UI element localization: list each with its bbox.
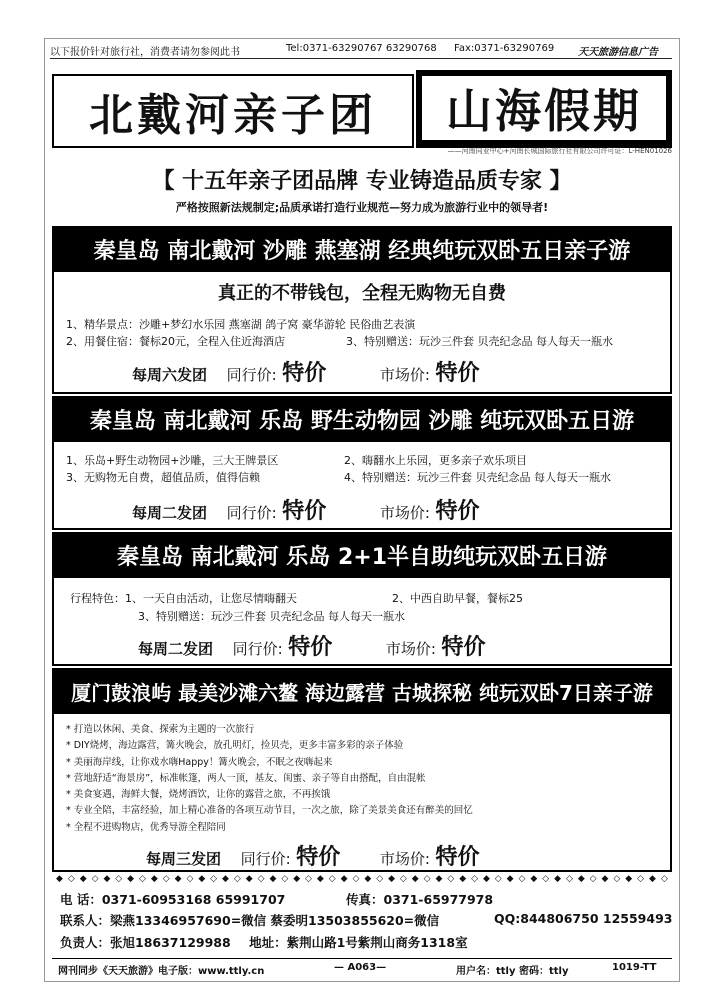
diamond-icon: ◇ <box>257 874 265 884</box>
diamond-separator <box>56 874 668 884</box>
diamond-icon: ◇ <box>589 874 597 884</box>
diamond-icon: ◇ <box>471 874 478 884</box>
tour-1-title: 秦皇岛 南北戴河 沙雕 燕塞湖 经典纯玩双卧五日亲子游 <box>52 226 672 272</box>
diamond-icon: ◆ <box>127 874 135 884</box>
tour-4-bullet: * 美食宴遇，海鲜大餐，烧烤酒饮，让你的露营之旅，不再挨饿 <box>66 789 331 801</box>
diamond-icon: ◆ <box>554 874 562 884</box>
tour-4-bullet: * 打造以休闲、美食、探索为主题的一次旅行 <box>66 724 255 735</box>
footer-website: 网刊同步《天天旅游》电子版：www.ttly.cn <box>58 966 265 977</box>
tour-4-price-row <box>146 840 479 871</box>
tour-3-title: 秦皇岛 南北戴河 乐岛 2+1半自助纯玩双卧五日游 <box>52 532 672 578</box>
tour-3-market-label: 市场价: <box>385 640 436 658</box>
tour-2-line-3: 3、无购物无自费，超值品质，值得信赖 <box>66 471 260 484</box>
diamond-icon: ◆ <box>245 874 253 884</box>
contact-value: 梁燕13346957690=微信 蔡委明13503855620=微信 <box>110 913 440 928</box>
license-text: ——河南同业中心+河南长城国际旅行社有限公司许可证：L-HEN01026 <box>447 147 672 155</box>
tour-3-depart: 每周二发团 <box>138 640 214 658</box>
tour-3-price-row <box>138 630 485 661</box>
contact-person-row <box>60 911 439 929</box>
tour-4-bullet: * 美丽海岸线，让你戏水嗨Happy！篝火晚会，不眠之夜嗨起来 <box>66 756 333 768</box>
address-value: 紫荆山路1号紫荆山商务1318室 <box>286 935 468 950</box>
diamond-icon: ◇ <box>613 874 621 884</box>
diamond-icon: ◆ <box>506 874 514 884</box>
diamond-icon: ◆ <box>316 874 324 884</box>
contact-label: 联系人： <box>60 913 111 928</box>
tour-1-price-row <box>132 356 479 387</box>
footer <box>52 958 672 977</box>
tour-3-peer-label: 同行价: <box>232 640 283 658</box>
diamond-icon: ◇ <box>305 874 312 884</box>
diamond-icon: ◆ <box>388 874 395 884</box>
contact-fax-row <box>346 890 493 908</box>
diamond-icon: ◇ <box>281 874 289 884</box>
diamond-icon: ◇ <box>399 874 407 884</box>
diamond-icon: ◇ <box>494 874 502 884</box>
diamond-icon: ◆ <box>577 874 585 884</box>
contact-qq: QQ:844806750 12559493 <box>494 911 673 926</box>
diamond-icon: ◇ <box>328 874 336 884</box>
tour-2-line-2: 2、嗨翻水上乐园，更多亲子欢乐项目 <box>344 454 527 467</box>
tour-2-depart: 每周二发团 <box>132 504 208 522</box>
tour-1-line-2: 2、用餐住宿：餐标20元，全程入住近海酒店 <box>66 335 285 348</box>
footer-code: 1019-TT <box>612 962 657 973</box>
tour-1-market-value: 特价 <box>435 361 480 386</box>
tour-1-highlight: 真正的不带钱包，全程无购物无自费 <box>218 283 506 304</box>
manager-value: 张旭18637129988 <box>110 935 231 950</box>
fax-value: 0371-65977978 <box>383 892 494 907</box>
diamond-icon: ◆ <box>269 874 277 884</box>
diamond-icon: ◇ <box>423 874 431 884</box>
phone-label: 电 话： <box>60 892 102 907</box>
brand-text: 天天旅游信息广告 <box>578 47 658 58</box>
tour-2-price-row <box>132 494 479 525</box>
diamond-icon: ◆ <box>459 874 467 884</box>
diamond-icon: ◆ <box>56 874 63 884</box>
tour-2-line-4: 4、特别赠送：玩沙三件套 贝壳纪念品 每人每天一瓶水 <box>344 471 611 484</box>
diamond-icon: ◇ <box>352 874 360 884</box>
tour-1-depart: 每周六发团 <box>132 366 208 384</box>
diamond-icon: ◆ <box>103 874 111 884</box>
tour-4-market-label: 市场价: <box>379 850 430 868</box>
diamond-icon: ◇ <box>637 874 645 884</box>
diamond-icon: ◇ <box>115 874 123 884</box>
footer-page: — A063— <box>334 962 387 973</box>
contact-manager-row <box>60 933 468 951</box>
tour-4-bullets <box>66 722 473 836</box>
tour-1-peer-value: 特价 <box>282 361 327 386</box>
title-right: 山海假期 <box>422 76 666 140</box>
diamond-icon: ◇ <box>542 874 550 884</box>
diamond-icon: ◇ <box>67 874 75 884</box>
tour-3-line-3: 3、特别赠送：玩沙三件套 贝壳纪念品 每人每天一瓶水 <box>138 610 405 623</box>
diamond-icon: ◇ <box>518 874 526 884</box>
diamond-icon: ◆ <box>79 874 87 884</box>
fax-text: Fax:0371-63290769 <box>454 43 555 54</box>
tour-3-market-value: 特价 <box>441 635 486 660</box>
diamond-icon: ◆ <box>340 874 348 884</box>
tour-4-bullet: * 专业全陪，丰富经验，加上精心准备的各项互动节目，一次之旅，除了美景美食还有醉美的回忆 <box>66 805 473 817</box>
diamond-icon: ◆ <box>150 874 158 884</box>
tour-4-bullet: * DIY烧烤，海边露营，篝火晚会，放孔明灯，捡贝壳，更多丰富多彩的亲子体验 <box>66 740 404 752</box>
tour-2-market-value: 特价 <box>435 499 480 524</box>
phone-value: 0371-60953168 65991707 <box>101 892 286 907</box>
top-info-bar <box>50 42 672 59</box>
tour-1-peer-label: 同行价: <box>226 366 277 384</box>
tour-2-market-label: 市场价: <box>379 504 430 522</box>
tour-4-peer-value: 特价 <box>296 845 341 870</box>
tour-4-bullet: * 全程不进购物店，优秀导游全程陪同 <box>66 821 226 833</box>
address-label: 地址： <box>249 935 287 950</box>
diamond-icon: ◇ <box>447 874 455 884</box>
title-left: 北戴河亲子团 <box>52 74 414 148</box>
tour-4-depart: 每周三发团 <box>146 850 222 868</box>
diamond-icon: ◇ <box>186 874 194 884</box>
tour-3-line-1: 行程特色：1、一天自由活动，让您尽情嗨翻天 <box>70 592 297 605</box>
contact-phone-row <box>60 890 285 908</box>
diamond-icon: ◆ <box>293 874 301 884</box>
diamond-icon: ◆ <box>530 874 538 884</box>
tour-4-title: 厦门鼓浪屿 最美沙滩六鳌 海边露营 古城探秘 纯玩双卧7日亲子游 <box>52 668 672 714</box>
diamond-icon: ◇ <box>139 874 146 884</box>
tour-1-market-label: 市场价: <box>379 366 430 384</box>
footer-login: 用户名：ttly 密码：ttly <box>456 966 569 977</box>
diamond-icon: ◇ <box>210 874 218 884</box>
fax-label: 传真： <box>346 892 384 907</box>
tour-2-peer-label: 同行价: <box>226 504 277 522</box>
diamond-icon: ◇ <box>91 874 99 884</box>
manager-label: 负责人： <box>60 935 111 950</box>
tour-4-bullet: * 营地舒适“海景房”，标准帐篷，两人一顶，基友、闺蜜、亲子等自由搭配，自由混帐 <box>66 772 426 784</box>
diamond-icon: ◇ <box>660 874 668 884</box>
diamond-icon: ◇ <box>376 874 384 884</box>
diamond-icon: ◆ <box>482 874 490 884</box>
agency-notice: 以下报价针对旅行社，消费者请勿参阅此书 <box>50 47 240 58</box>
tour-1-line-1: 1、精华景点：沙雕+梦幻水乐园 燕塞湖 鸽子窝 豪华游轮 民俗曲艺表演 <box>66 318 416 331</box>
tour-3-line-2: 2、中西自助早餐，餐标25 <box>392 592 523 605</box>
diamond-icon: ◆ <box>601 874 609 884</box>
slogan-sub: 严格按照新法规制定;品质承诺打造行业规范—努力成为旅游行业中的领导者! <box>175 201 549 214</box>
tour-1-line-3: 3、特别赠送：玩沙三件套 贝壳纪念品 每人每天一瓶水 <box>346 335 613 348</box>
tour-2-peer-value: 特价 <box>282 499 327 524</box>
diamond-icon: ◆ <box>648 874 656 884</box>
tour-3-peer-value: 特价 <box>288 635 333 660</box>
diamond-icon: ◇ <box>233 874 241 884</box>
tour-4-peer-label: 同行价: <box>240 850 291 868</box>
diamond-icon: ◆ <box>411 874 419 884</box>
tour-4-market-value: 特价 <box>435 845 480 870</box>
slogan-main: 【 十五年亲子团品牌 专业铸造品质专家 】 <box>152 169 572 194</box>
tour-2-line-1: 1、乐岛+野生动物园+沙雕，三大王牌景区 <box>66 454 279 467</box>
diamond-icon: ◇ <box>565 874 573 884</box>
diamond-icon: ◆ <box>625 874 633 884</box>
diamond-icon: ◆ <box>364 874 372 884</box>
tel-text: Tel:0371-63290767 63290768 <box>286 43 437 54</box>
diamond-icon: ◇ <box>162 874 170 884</box>
diamond-icon: ◆ <box>435 874 443 884</box>
tour-2-title: 秦皇岛 南北戴河 乐岛 野生动物园 沙雕 纯玩双卧五日游 <box>52 396 672 442</box>
diamond-icon: ◆ <box>174 874 182 884</box>
diamond-icon: ◆ <box>198 874 206 884</box>
diamond-icon: ◆ <box>222 874 229 884</box>
title-right-box <box>416 70 672 148</box>
